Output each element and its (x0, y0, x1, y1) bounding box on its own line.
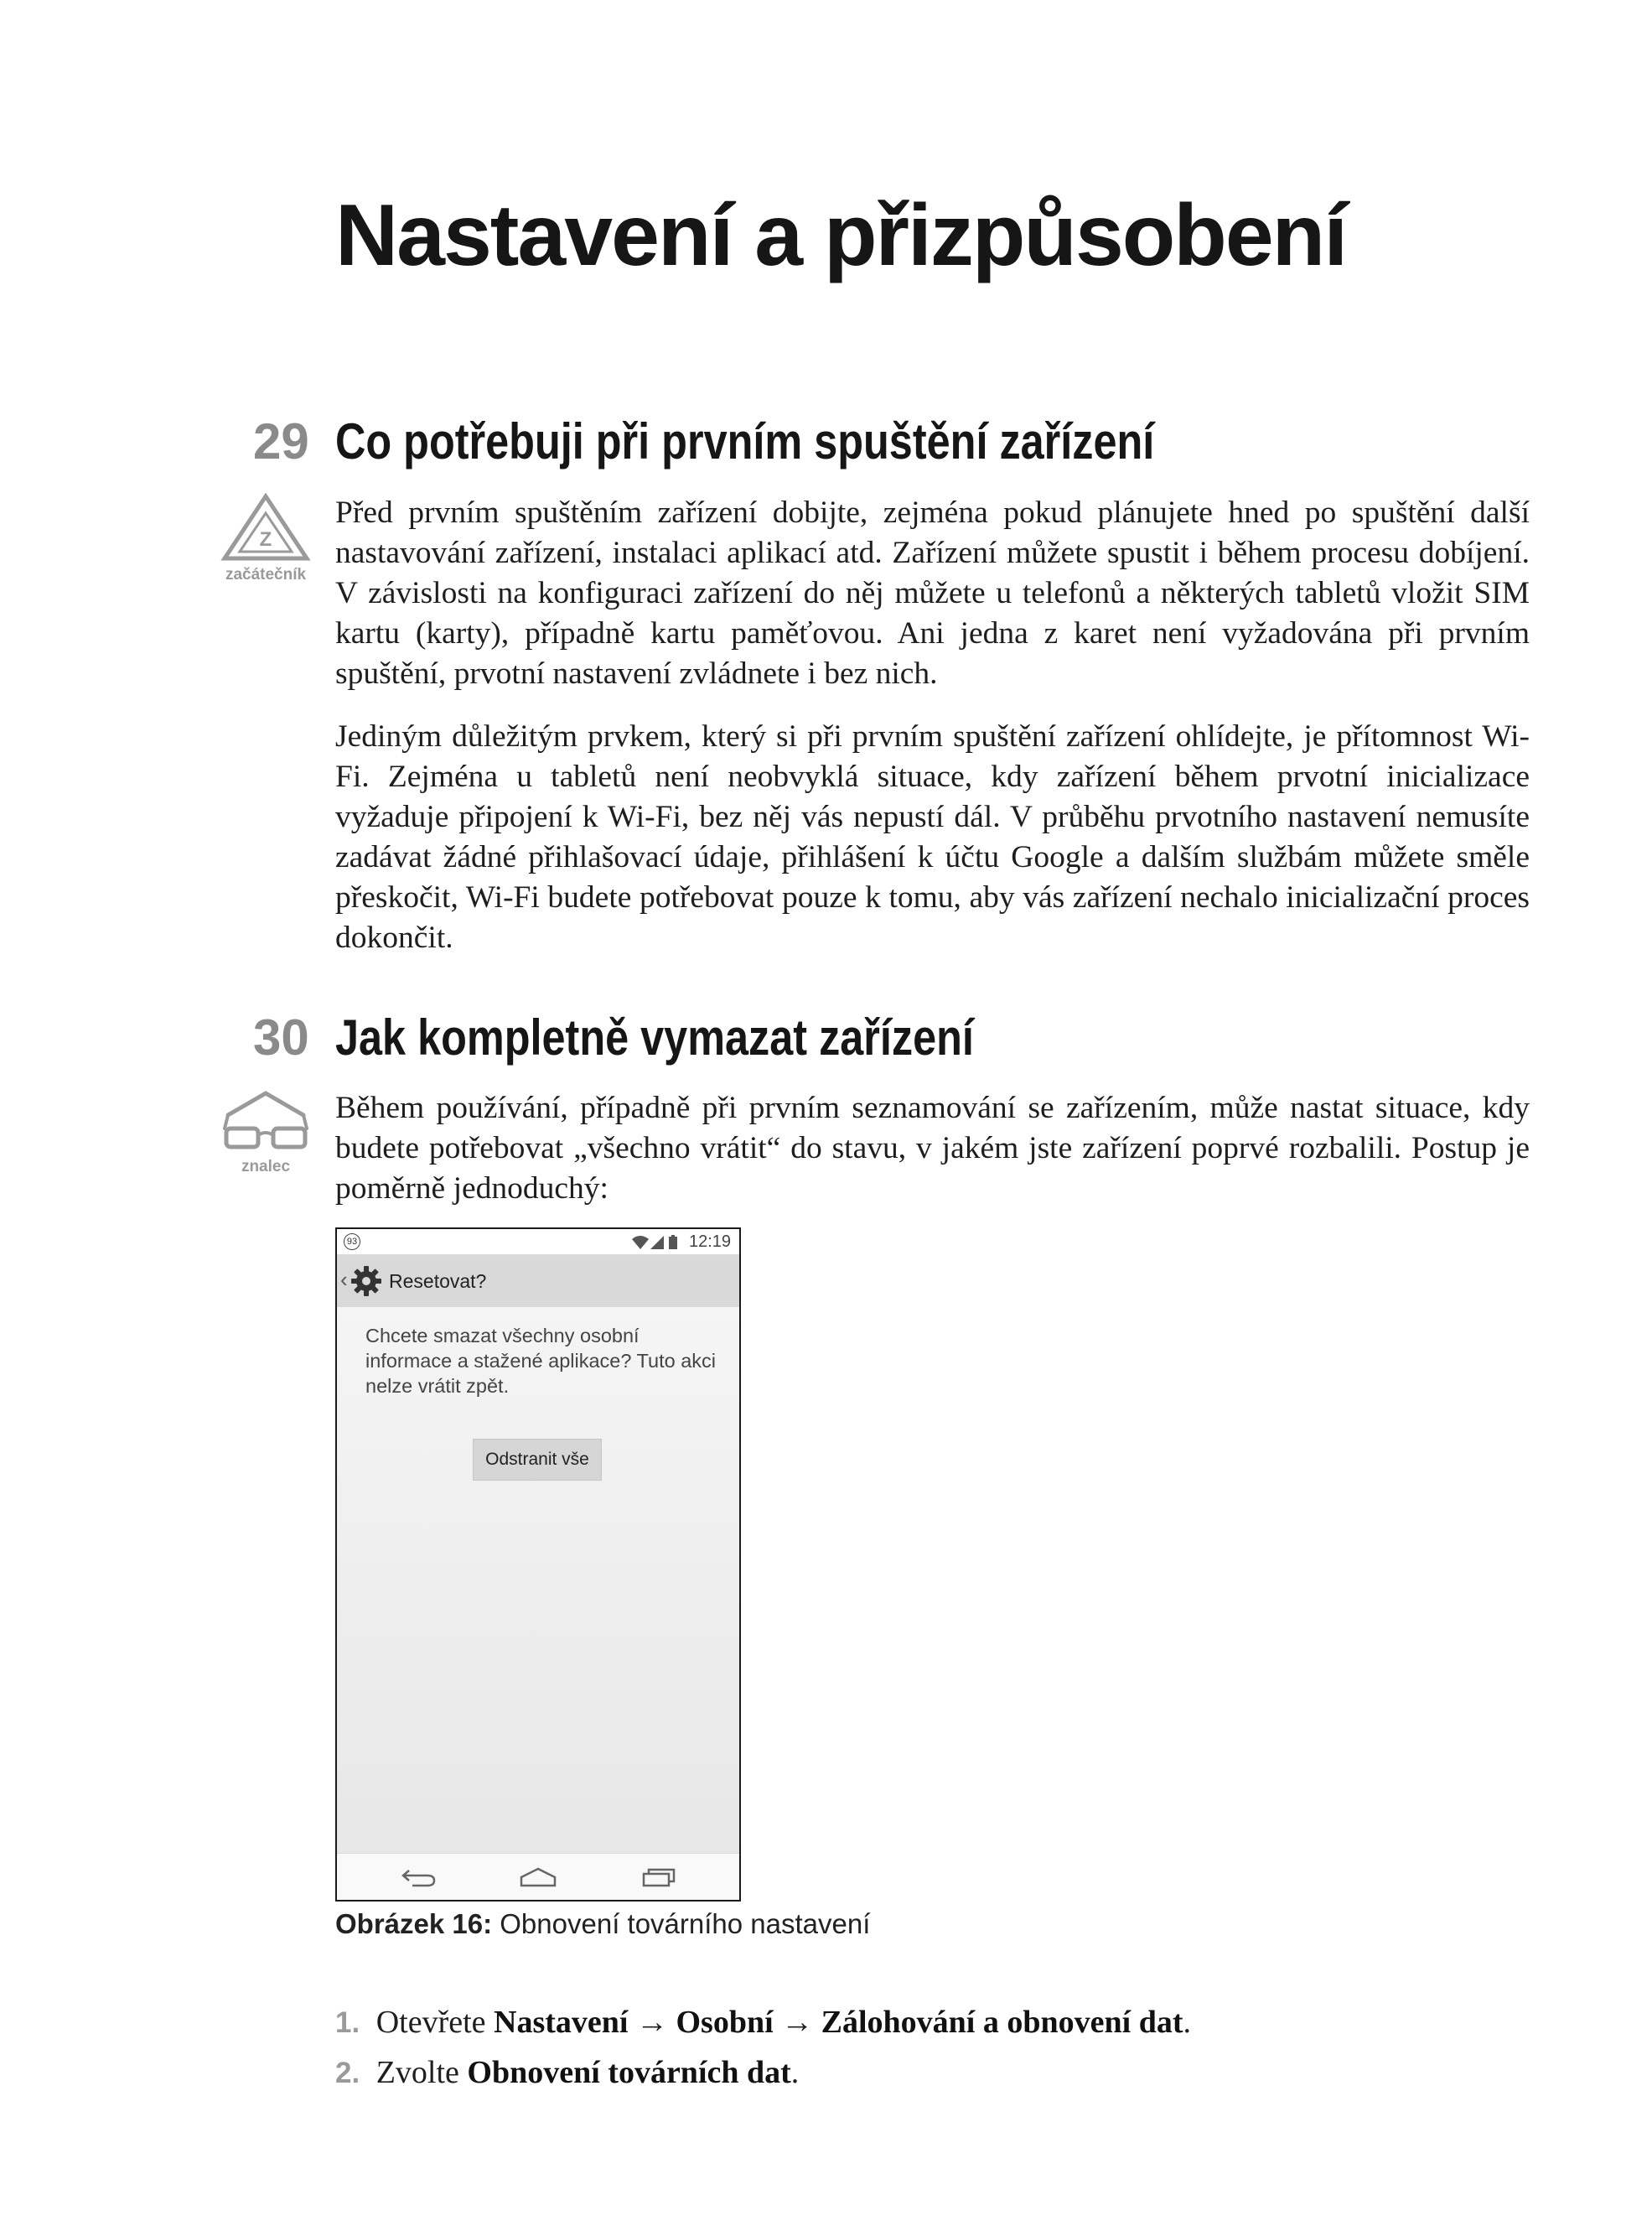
section-29-number: 29 (253, 413, 309, 470)
navigation-bar (337, 1853, 739, 1901)
step-1-end: . (1183, 2005, 1191, 2040)
step-1-path-3: Zálohování a obnovení dat (821, 2005, 1183, 2040)
expert-glasses-icon (220, 1088, 312, 1154)
screen-title: Resetovat? (389, 1270, 487, 1292)
section-30-title: Jak kompletně vymazat zařízení (335, 1009, 974, 1066)
figure-caption (335, 1908, 870, 1940)
expert-badge-label: znalec (241, 1158, 291, 1175)
section-30-paragraph: Během používání, případně při prvním seznamování se zařízením, může nastat situace, kdy budete potřebovat „všechno vrátit“ do stavu, v jakém jste zařízení poprvé rozbalili. Postup je poměrně jednoduchý: (335, 1091, 1530, 1206)
section-29-paragraph-1: Před prvním spuštěním zařízení dobijte, zejména pokud plánujete hned po spuštění další nastavování zařízení, instalaci aplikací atd. Zařízení můžete spustit i během procesu dobíjení. V závislosti na konfiguraci zařízení do něj můžete u telefonů a některých tabletů vložit SIM kartu (karty), případně kartu paměťovou. Ani jedna z karet není vyžadována při prvním spuštění, prvotní nastavení zvládnete i bez nich. (335, 495, 1530, 691)
step-2-lead: Zvolte (375, 2055, 459, 2090)
step-1 (335, 2004, 1191, 2041)
step-1-arrow-2: → (781, 2005, 814, 2040)
step-1-arrow-1: → (635, 2005, 668, 2040)
expert-badge (220, 1088, 312, 1180)
figure-caption-label: Obrázek 16: (335, 1908, 493, 1939)
home-nav-icon[interactable] (518, 1867, 558, 1887)
beginner-triangle-icon (220, 493, 312, 562)
figure-caption-text: Obnovení továrního nastavení (500, 1908, 871, 1939)
step-2-bold: Obnovení továrních dat (467, 2055, 791, 2090)
step-1-path-1: Nastavení (494, 2005, 629, 2040)
gear-icon (350, 1265, 382, 1297)
wifi-icon (632, 1236, 649, 1249)
status-bar (337, 1229, 739, 1255)
beginner-badge-letter: Z (259, 528, 272, 551)
section-29-paragraph-2: Jediným důležitým prvkem, který si při prvním spuštění zařízení ohlídejte, je přítomnost Wi-Fi. Zejména u tabletů není neobvyklá situace, kdy zařízení během prvotní inicializace vyžaduje připojení k Wi-Fi, bez něj vás nepustí dál. V průběhu prvotního nastavení nemusíte zadávat žádné přihlašovací údaje, přihlášení k účtu Google a dalším službám můžete směle přeskočit, Wi-Fi budete potřebovat pouze k tomu, aby vás zařízení nechalo inicializační proces dokončit. (335, 719, 1530, 955)
beginner-badge (220, 493, 312, 585)
step-2 (335, 2054, 799, 2091)
step-2-end: . (790, 2055, 800, 2090)
battery-icon (669, 1235, 677, 1249)
step-1-number: 1. (335, 2006, 360, 2039)
erase-all-button[interactable]: Odstranit vše (473, 1439, 602, 1481)
chapter-title: Nastavení a přizpůsobení (335, 187, 1347, 284)
section-29-title: Co potřebuji při prvním spuštění zařízení (335, 413, 1155, 470)
beginner-badge-label: začátečník (225, 566, 307, 584)
step-2-number: 2. (335, 2057, 360, 2089)
phone-screenshot (335, 1227, 741, 1902)
step-1-lead: Otevřete (375, 2005, 486, 2040)
status-time: 12:19 (689, 1232, 732, 1251)
reset-message: Chcete smazat všechny osobní informace a stažené aplikace? Tuto akci nelze vrátit zpět. (365, 1325, 717, 1397)
back-caret-icon[interactable]: ‹ (340, 1267, 348, 1292)
notification-badge: 93 (344, 1233, 360, 1250)
action-bar (337, 1255, 739, 1307)
status-icons (630, 1234, 686, 1255)
step-1-path-2: Osobní (676, 2005, 774, 2040)
recent-apps-icon[interactable] (640, 1867, 677, 1887)
signal-icon (650, 1236, 664, 1249)
section-30-number: 30 (253, 1009, 309, 1066)
back-nav-icon[interactable] (401, 1867, 438, 1887)
